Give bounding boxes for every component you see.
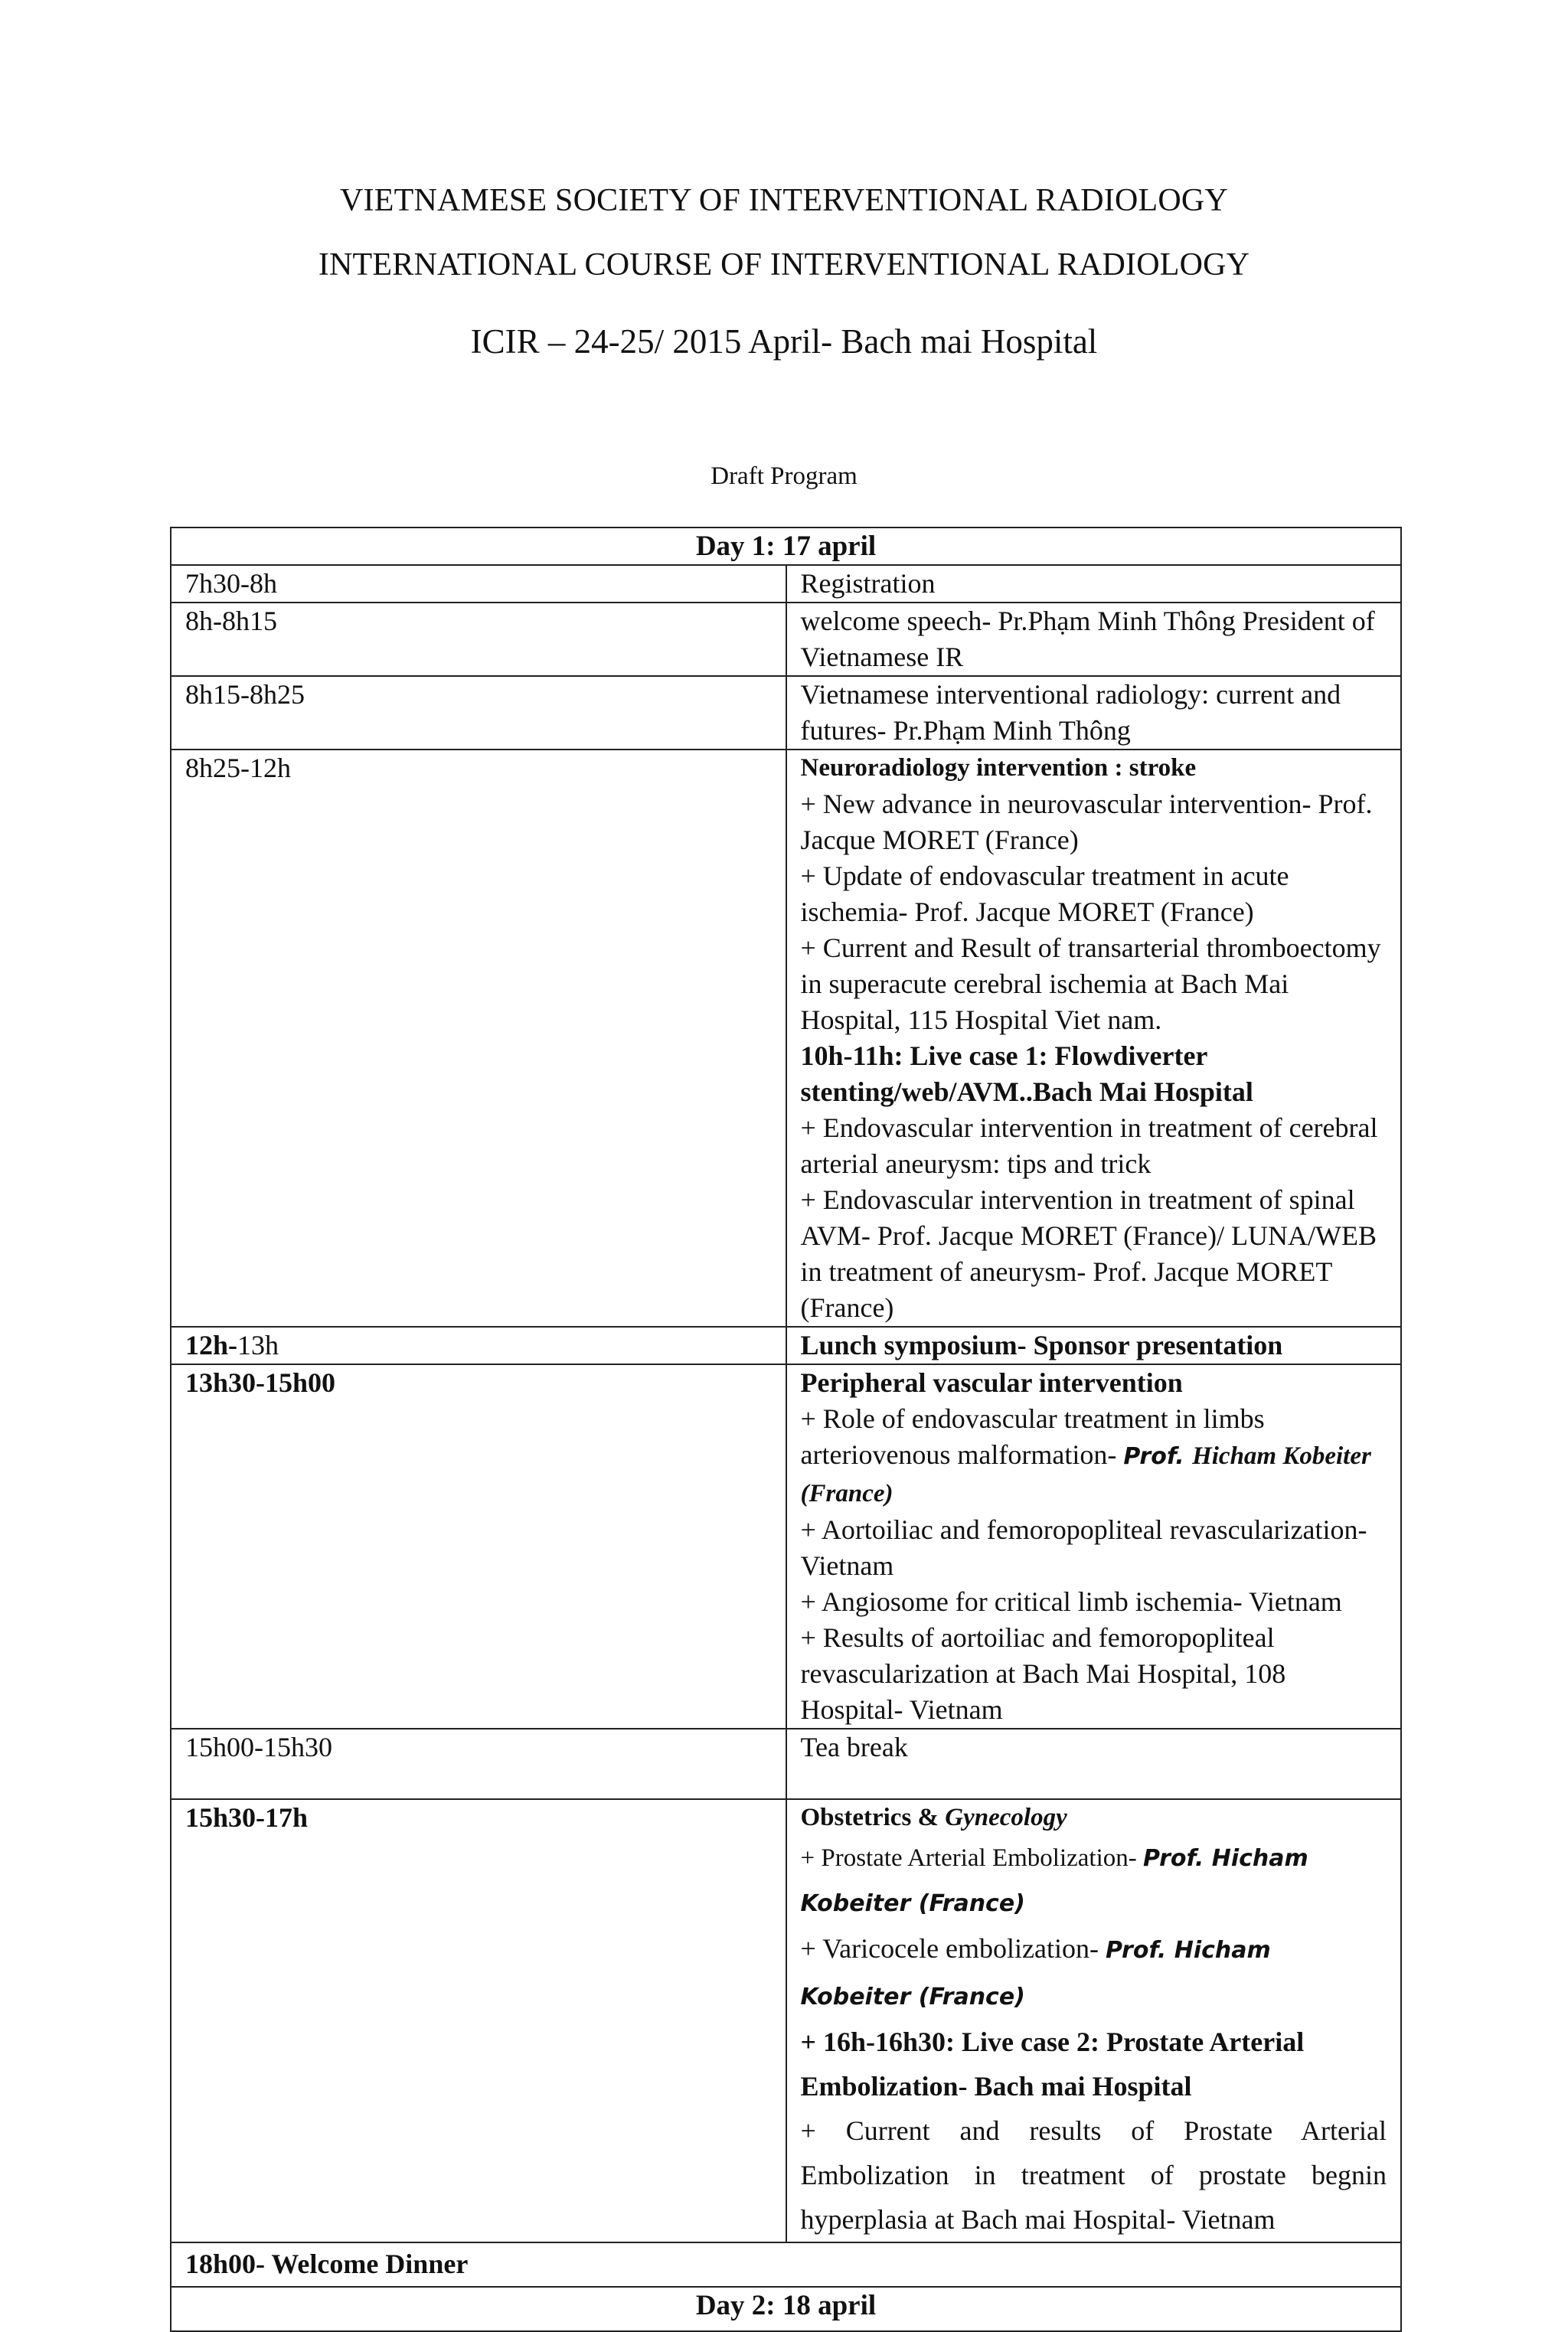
- list-item: [801, 1836, 1387, 1926]
- event-date-venue: ICIR – 24-25/ 2015 April- Bach mai Hospital: [470, 322, 1098, 361]
- lunch-time-start: 12h-: [185, 1330, 238, 1360]
- item-text: + Prostate Arterial Embolization-: [800, 1844, 1143, 1872]
- table-row: [171, 676, 1401, 750]
- list-item: + Angiosome for critical limb ischemia- Vietnam: [800, 1586, 1342, 1617]
- day1-header-row: [171, 527, 1401, 565]
- day2-title: Day 2: 18 april: [171, 2287, 1401, 2331]
- session-cell: Registration: [786, 565, 1402, 603]
- society-title: VIETNAMESE SOCIETY OF INTERVENTIONAL RADIOLOGY: [340, 183, 1228, 218]
- dinner-cell: 18h00- Welcome Dinner: [171, 2242, 1401, 2287]
- table-row-tea: [171, 1729, 1401, 1799]
- list-item: + Endovascular intervention in treatment of spinal AVM- Prof. Jacque MORET (France)/ LUNA/WEB in treatment of aneurysm- Prof. Jacque MORET (France): [800, 1184, 1377, 1323]
- heading-bold: Obstetrics &: [800, 1804, 946, 1831]
- day1-title: Day 1: 17 april: [171, 527, 1401, 565]
- draft-program-label: Draft Program: [710, 462, 858, 490]
- neuro-heading: Neuroradiology intervention : stroke: [800, 754, 1197, 782]
- time-cell: 8h15-8h25: [171, 676, 786, 750]
- time-cell: 7h30-8h: [171, 565, 786, 603]
- table-row-neuro: [171, 750, 1401, 1327]
- item-text: + Role of endovascular treatment in limbs arteriovenous malformation-: [800, 1403, 1265, 1470]
- session-cell: welcome speech- Pr.Phạm Minh Thông President of Vietnamese IR: [786, 603, 1402, 676]
- item-text: + Varicocele embolization-: [800, 1933, 1106, 1964]
- day2-header-row: [171, 2287, 1401, 2331]
- heading-italic: Gynecology: [945, 1804, 1067, 1831]
- session-cell: [786, 1364, 1402, 1729]
- time-cell: 15h00-15h30: [171, 1729, 786, 1799]
- table-row-peripheral: [171, 1364, 1401, 1729]
- table-row-lunch: [171, 1327, 1401, 1364]
- list-item: + Update of endovascular treatment in acute ischemia- Prof. Jacque MORET (France): [800, 861, 1289, 927]
- list-item: + New advance in neurovascular intervention- Prof. Jacque MORET (France): [800, 789, 1373, 855]
- table-row: [171, 603, 1401, 676]
- time-cell: 13h30-15h00: [171, 1364, 786, 1729]
- session-cell: Lunch symposium- Sponsor presentation: [786, 1327, 1402, 1364]
- table-row: [171, 565, 1401, 603]
- list-item: + Current and Result of transarterial thromboectomy in superacute cerebral ischemia at Bach Mai Hospital, 115 Hospital Viet nam.: [800, 932, 1381, 1035]
- speaker-name: Prof. Hicham Kobeiter (France): [800, 1845, 1308, 1917]
- speaker-name: Prof. Hicham Kobeiter (France): [800, 1937, 1271, 2010]
- table-row-obgyn: [171, 1799, 1401, 2242]
- time-cell: [171, 1327, 786, 1364]
- list-item: [801, 1401, 1387, 1512]
- live-case-2: + 16h-16h30: Live case 2: Prostate Arterial Embolization- Bach mai Hospital: [800, 2027, 1305, 2102]
- session-cell: [786, 750, 1402, 1327]
- peripheral-heading: Peripheral vascular intervention: [800, 1367, 1183, 1398]
- obgyn-heading: [801, 1800, 1387, 1836]
- session-cell: Tea break: [786, 1729, 1402, 1799]
- list-item: [801, 1926, 1387, 2020]
- course-title: INTERNATIONAL COURSE OF INTERVENTIONAL RADIOLOGY: [318, 247, 1250, 283]
- lunch-time-end: 13h: [237, 1330, 279, 1360]
- time-cell: 8h25-12h: [171, 750, 786, 1327]
- time-cell: 15h30-17h: [171, 1799, 786, 2242]
- time-cell: 8h-8h15: [171, 603, 786, 676]
- session-cell: Vietnamese interventional radiology: current and futures- Pr.Phạm Minh Thông: [786, 676, 1402, 750]
- speaker-name: Hicham Kobeiter (France): [800, 1442, 1371, 1507]
- list-item: + Results of aortoiliac and femoropopliteal revascularization at Bach Mai Hospital, 108 Hospital- Vietnam: [800, 1622, 1286, 1725]
- program-table: [170, 527, 1402, 2332]
- list-item: + Current and results of Prostate Arterial Embolization in treatment of prostate begnin hyperplasia at Bach mai Hospital- Vietnam: [800, 2115, 1387, 2235]
- list-item: + Aortoiliac and femoropopliteal revascularization- Vietnam: [800, 1514, 1367, 1581]
- session-cell: [786, 1799, 1402, 2242]
- table-row-dinner: [171, 2242, 1401, 2287]
- live-case-1: 10h-11h: Live case 1: Flowdiverter stenting/web/AVM..Bach Mai Hospital: [800, 1040, 1253, 1107]
- speaker-prof: Prof.: [1123, 1443, 1193, 1470]
- list-item: + Endovascular intervention in treatment of cerebral arterial aneurysm: tips and trick: [800, 1112, 1378, 1179]
